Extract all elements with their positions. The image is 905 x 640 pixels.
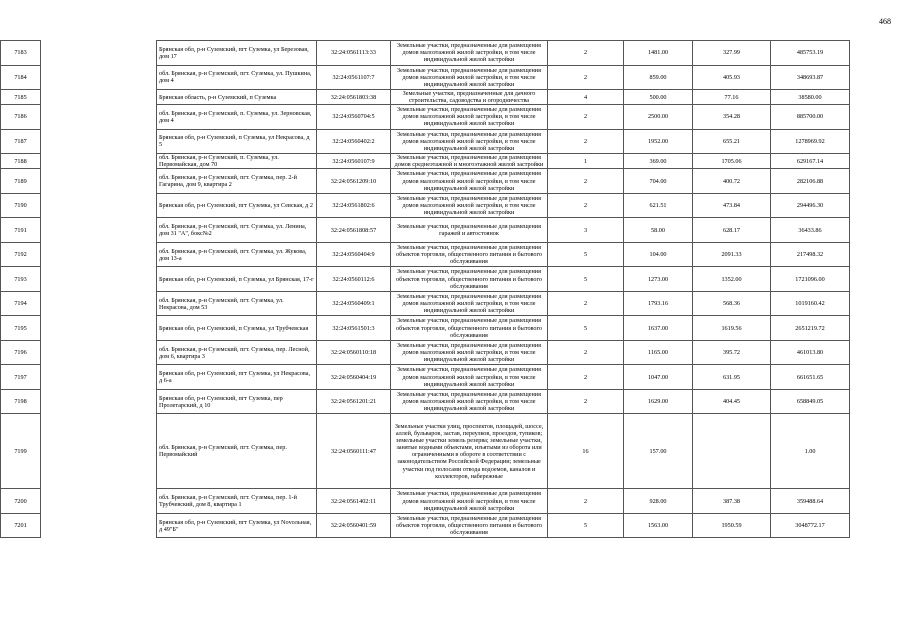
group-cell: 5	[548, 267, 624, 292]
spacer-cell	[41, 105, 157, 130]
land-use-cell: Земельные участки, предназначенные для размещения домов малоэтажной жилой застройки, в том числе индивидуальной жилой застройки	[391, 41, 548, 66]
land-use-cell: Земельные участки, предназначенные для размещения гаражей и автостоянок	[391, 218, 548, 243]
cadastral-value-cell: 38580.00	[771, 90, 850, 105]
area-cell: 500.00	[624, 90, 693, 105]
cadastral-value-cell: 1278969.92	[771, 129, 850, 154]
spacer-cell	[41, 169, 157, 194]
specific-value-cell: 404.45	[693, 389, 771, 414]
land-use-cell: Земельные участки, предназначенные для размещения объектов торговли, общественного питания и бытового обслуживания	[391, 316, 548, 341]
spacer-cell	[41, 41, 157, 66]
cadastral-value-cell: 629167.14	[771, 154, 850, 169]
table-row	[1, 90, 850, 105]
table-row	[1, 414, 850, 489]
cadastral-number-cell: 32:24:0561402:11	[317, 489, 391, 514]
specific-value-cell: 1352.00	[693, 267, 771, 292]
cadastral-value-cell: 294496.30	[771, 193, 850, 218]
row-number: 7186	[1, 105, 41, 130]
specific-value-cell: 1705.06	[693, 154, 771, 169]
area-cell: 928.00	[624, 489, 693, 514]
land-use-cell: Земельные участки, предназначенные для размещения домов малоэтажной жилой застройки, в том числе индивидуальной жилой застройки	[391, 489, 548, 514]
land-use-cell: Земельные участки, предназначенные для размещения домов среднеэтажной и многоэтажной жилой застройки	[391, 154, 548, 169]
cadastral-value-cell: 1721096.00	[771, 267, 850, 292]
row-number: 7198	[1, 389, 41, 414]
spacer-cell	[41, 193, 157, 218]
cadastral-number-cell: 32:24:0560401:59	[317, 513, 391, 538]
cadastral-value-cell: 485753.19	[771, 41, 850, 66]
cadastral-number-cell: 32:24:0560404:9	[317, 242, 391, 267]
cadastral-number-cell: 32:24:0560704:5	[317, 105, 391, 130]
address-cell: Брянская обл, р-н Суземский, п Суземка, ул Брянская, 17-г	[157, 267, 317, 292]
group-cell: 2	[548, 193, 624, 218]
table-row	[1, 267, 850, 292]
address-cell: обл. Брянская, р-н Суземский, пгт. Суземка, пер. 1-й Трубчевский, дом 8, квартира 1	[157, 489, 317, 514]
table-row	[1, 291, 850, 316]
area-cell: 859.00	[624, 65, 693, 90]
specific-value-cell	[693, 414, 771, 489]
spacer-cell	[41, 316, 157, 341]
land-use-cell: Земельные участки, предназначенные для размещения домов малоэтажной жилой застройки, в том числе индивидуальной жилой застройки	[391, 389, 548, 414]
cadastral-number-cell: 32:24:0560409:1	[317, 291, 391, 316]
specific-value-cell: 1950.59	[693, 513, 771, 538]
spacer-cell	[41, 90, 157, 105]
cadastral-value-cell: 36433.86	[771, 218, 850, 243]
area-cell: 1047.00	[624, 365, 693, 390]
land-use-cell: Земельные участки, предназначенные для размещения домов малоэтажной жилой застройки, в том числе индивидуальной жилой застройки	[391, 340, 548, 365]
cadastral-value-cell: 461013.80	[771, 340, 850, 365]
group-cell: 5	[548, 513, 624, 538]
cadastral-number-cell: 32:24:0561107:7	[317, 65, 391, 90]
land-use-cell: Земельные участки, предназначенные для размещения домов малоэтажной жилой застройки, в том числе индивидуальной жилой застройки	[391, 105, 548, 130]
group-cell: 5	[548, 242, 624, 267]
address-cell: Брянская обл, р-н Суземский, п Суземка, ул Некрасова, д 5	[157, 129, 317, 154]
land-use-cell: Земельные участки, предназначенные для размещения объектов торговли, общественного питания и бытового обслуживания	[391, 267, 548, 292]
row-number: 7194	[1, 291, 41, 316]
cadastral-value-cell: 2651219.72	[771, 316, 850, 341]
cadastral-number-cell: 32:24:0560404:19	[317, 365, 391, 390]
table-row	[1, 154, 850, 169]
area-cell: 157.00	[624, 414, 693, 489]
specific-value-cell: 1619.56	[693, 316, 771, 341]
table-body	[1, 41, 850, 538]
land-use-cell: Земельные участки, предназначенные для размещения домов малоэтажной жилой застройки, в том числе индивидуальной жилой застройки	[391, 65, 548, 90]
area-cell: 1481.00	[624, 41, 693, 66]
table-row	[1, 340, 850, 365]
land-use-cell: Земельные участки, предназначенные для размещения домов малоэтажной жилой застройки, в том числе индивидуальной жилой застройки	[391, 129, 548, 154]
group-cell: 3	[548, 218, 624, 243]
specific-value-cell: 77.16	[693, 90, 771, 105]
spacer-cell	[41, 218, 157, 243]
spacer-cell	[41, 154, 157, 169]
row-number: 7184	[1, 65, 41, 90]
cadastral-value-cell: 661651.65	[771, 365, 850, 390]
address-cell: обл. Брянская, р-н Суземский, п. Суземка, ул. Первомайская, дом 70	[157, 154, 317, 169]
address-cell: Брянская обл, р-н Суземский, пгт Суземка, ул Севская, д 2	[157, 193, 317, 218]
spacer-cell	[41, 489, 157, 514]
row-number: 7190	[1, 193, 41, 218]
cadastral-number-cell: 32:24:0561209:10	[317, 169, 391, 194]
group-cell: 2	[548, 105, 624, 130]
specific-value-cell: 628.17	[693, 218, 771, 243]
land-use-cell: Земельные участки, предназначенные для размещения домов малоэтажной жилой застройки, в том числе индивидуальной жилой застройки	[391, 169, 548, 194]
address-cell: обл. Брянская, р-н Суземский, пгт. Суземка, пер. Лесной, дом 6, квартира 3	[157, 340, 317, 365]
group-cell: 2	[548, 129, 624, 154]
row-number: 7200	[1, 489, 41, 514]
area-cell: 704.00	[624, 169, 693, 194]
address-cell: Брянская область, р-н Суземский, п Суземка	[157, 90, 317, 105]
specific-value-cell: 473.84	[693, 193, 771, 218]
row-number: 7195	[1, 316, 41, 341]
cadastral-value-table	[0, 40, 850, 538]
area-cell: 1793.16	[624, 291, 693, 316]
table-row	[1, 365, 850, 390]
spacer-cell	[41, 389, 157, 414]
area-cell: 1952.00	[624, 129, 693, 154]
group-cell: 1	[548, 154, 624, 169]
address-cell: Брянская обл, р-н Суземский, пгт Суземка, пер Пролетарский, д 10	[157, 389, 317, 414]
row-number: 7197	[1, 365, 41, 390]
specific-value-cell: 2091.33	[693, 242, 771, 267]
area-cell: 1629.00	[624, 389, 693, 414]
specific-value-cell: 405.93	[693, 65, 771, 90]
row-number: 7201	[1, 513, 41, 538]
cadastral-number-cell: 32:24:0561808:57	[317, 218, 391, 243]
area-cell: 1165.00	[624, 340, 693, 365]
table-row	[1, 389, 850, 414]
specific-value-cell: 387.38	[693, 489, 771, 514]
cadastral-value-cell: 1.00	[771, 414, 850, 489]
land-use-cell: Земельные участки, предназначенные для размещения домов малоэтажной жилой застройки, в том числе индивидуальной жилой застройки	[391, 193, 548, 218]
table-row	[1, 41, 850, 66]
spacer-cell	[41, 242, 157, 267]
group-cell: 2	[548, 169, 624, 194]
cadastral-number-cell: 32:24:0560107:9	[317, 154, 391, 169]
row-number: 7193	[1, 267, 41, 292]
spacer-cell	[41, 414, 157, 489]
row-number: 7188	[1, 154, 41, 169]
land-use-cell: Земельные участки, предназначенные для размещения объектов торговли, общественного питания и бытового обслуживания	[391, 242, 548, 267]
group-cell: 2	[548, 340, 624, 365]
row-number: 7189	[1, 169, 41, 194]
cadastral-number-cell: 32:24:0561802:6	[317, 193, 391, 218]
address-cell: обл. Брянская, р-н Суземский, пгт. Суземка, ул. Жукова, дом 13-а	[157, 242, 317, 267]
area-cell: 369.00	[624, 154, 693, 169]
spacer-cell	[41, 267, 157, 292]
group-cell: 2	[548, 365, 624, 390]
specific-value-cell: 327.99	[693, 41, 771, 66]
address-cell: обл. Брянская, р-н Суземский, пгт. Суземка, ул. Ленина, дом 31 "А", бокс№2	[157, 218, 317, 243]
cadastral-number-cell: 32:24:0561201:21	[317, 389, 391, 414]
cadastral-value-cell: 1019160.42	[771, 291, 850, 316]
table-row	[1, 65, 850, 90]
cadastral-number-cell: 32:24:0560111:47	[317, 414, 391, 489]
row-number: 7196	[1, 340, 41, 365]
cadastral-value-cell: 658849.05	[771, 389, 850, 414]
table-row	[1, 513, 850, 538]
address-cell: обл. Брянская, р-н Суземский, пгт. Суземка, ул. Пушкина, дом 4	[157, 65, 317, 90]
area-cell: 1563.00	[624, 513, 693, 538]
spacer-cell	[41, 291, 157, 316]
specific-value-cell: 568.36	[693, 291, 771, 316]
cadastral-value-cell: 348693.87	[771, 65, 850, 90]
area-cell: 1637.00	[624, 316, 693, 341]
spacer-cell	[41, 513, 157, 538]
address-cell: обл. Брянская, р-н Суземский, п. Суземка, ул. Зерновская, дом 4	[157, 105, 317, 130]
specific-value-cell: 631.95	[693, 365, 771, 390]
row-number: 7185	[1, 90, 41, 105]
land-use-cell: Земельные участки, предназначенные для размещения объектов торговли, общественного питания и бытового обслуживания	[391, 513, 548, 538]
cadastral-number-cell: 32:24:0560402:2	[317, 129, 391, 154]
table-row	[1, 193, 850, 218]
address-cell: обл. Брянская, р-н Суземский, пгт. Суземка, ул. Некрасова, дом 53	[157, 291, 317, 316]
cadastral-number-cell: 32:24:0561803:38	[317, 90, 391, 105]
spacer-cell	[41, 365, 157, 390]
group-cell: 2	[548, 65, 624, 90]
cadastral-value-cell: 359488.64	[771, 489, 850, 514]
table-row	[1, 105, 850, 130]
spacer-cell	[41, 65, 157, 90]
group-cell: 2	[548, 291, 624, 316]
table-row	[1, 169, 850, 194]
cadastral-number-cell: 32:24:0560110:18	[317, 340, 391, 365]
table-row	[1, 129, 850, 154]
row-number: 7183	[1, 41, 41, 66]
area-cell: 621.51	[624, 193, 693, 218]
spacer-cell	[41, 340, 157, 365]
table-row	[1, 316, 850, 341]
group-cell: 2	[548, 41, 624, 66]
spacer-cell	[41, 129, 157, 154]
row-number: 7187	[1, 129, 41, 154]
area-cell: 58.00	[624, 218, 693, 243]
group-cell: 5	[548, 316, 624, 341]
cadastral-value-cell: 885700.00	[771, 105, 850, 130]
table-row	[1, 242, 850, 267]
area-cell: 2500.00	[624, 105, 693, 130]
specific-value-cell: 655.21	[693, 129, 771, 154]
table-row	[1, 489, 850, 514]
specific-value-cell: 400.72	[693, 169, 771, 194]
group-cell: 2	[548, 489, 624, 514]
address-cell: Брянская обл, р-н Суземский, пгт Суземка, ул Некрасова, д 6-а	[157, 365, 317, 390]
cadastral-value-cell: 217498.32	[771, 242, 850, 267]
row-number: 7199	[1, 414, 41, 489]
address-cell: обл. Брянская, р-н Суземский, пгт. Суземка, пер. Первомайский	[157, 414, 317, 489]
land-use-cell: Земельные участки, предназначенные для дачного строительства, садоводства и огородничества	[391, 90, 548, 105]
address-cell: обл. Брянская, р-н Суземский, пгт. Суземка, пер. 2-й Гагарина, дом 9, квартира 2	[157, 169, 317, 194]
page-number: 468	[879, 17, 891, 26]
specific-value-cell: 354.28	[693, 105, 771, 130]
table-row	[1, 218, 850, 243]
cadastral-value-cell: 282106.88	[771, 169, 850, 194]
cadastral-value-cell: 3048772.17	[771, 513, 850, 538]
specific-value-cell: 395.72	[693, 340, 771, 365]
land-use-cell: Земельные участки улиц, проспектов, площадей, шоссе, аллей, бульваров, застав, переулков, проездов, тупиков; земельные участки земель резерва; земельные участки, занятые водными объектами, изъятыми из оборота или ограниченными в обороте в соответствии с законодательством Российской Федерации; земельные участки под полосами отвода водоемов, каналов и коллекторов, набережные	[391, 414, 548, 489]
group-cell: 4	[548, 90, 624, 105]
row-number: 7192	[1, 242, 41, 267]
cadastral-number-cell: 32:24:0560112:6	[317, 267, 391, 292]
area-cell: 104.00	[624, 242, 693, 267]
row-number: 7191	[1, 218, 41, 243]
land-use-cell: Земельные участки, предназначенные для размещения домов малоэтажной жилой застройки, в том числе индивидуальной жилой застройки	[391, 365, 548, 390]
address-cell: Брянская обл, р-н Суземский, пгт Суземка, ул Березовая, дом 17	[157, 41, 317, 66]
address-cell: Брянская обл, р-н Суземский, п Суземка, ул Трубчевская	[157, 316, 317, 341]
area-cell: 1273.00	[624, 267, 693, 292]
group-cell: 2	[548, 389, 624, 414]
address-cell: Брянская обл, р-н Суземский, пгт Суземка, ул Novoльная, д 49"Б"	[157, 513, 317, 538]
cadastral-number-cell: 32:24:0561501:3	[317, 316, 391, 341]
cadastral-number-cell: 32:24:0561113:33	[317, 41, 391, 66]
land-use-cell: Земельные участки, предназначенные для размещения домов малоэтажной жилой застройки, в том числе индивидуальной жилой застройки	[391, 291, 548, 316]
group-cell: 16	[548, 414, 624, 489]
